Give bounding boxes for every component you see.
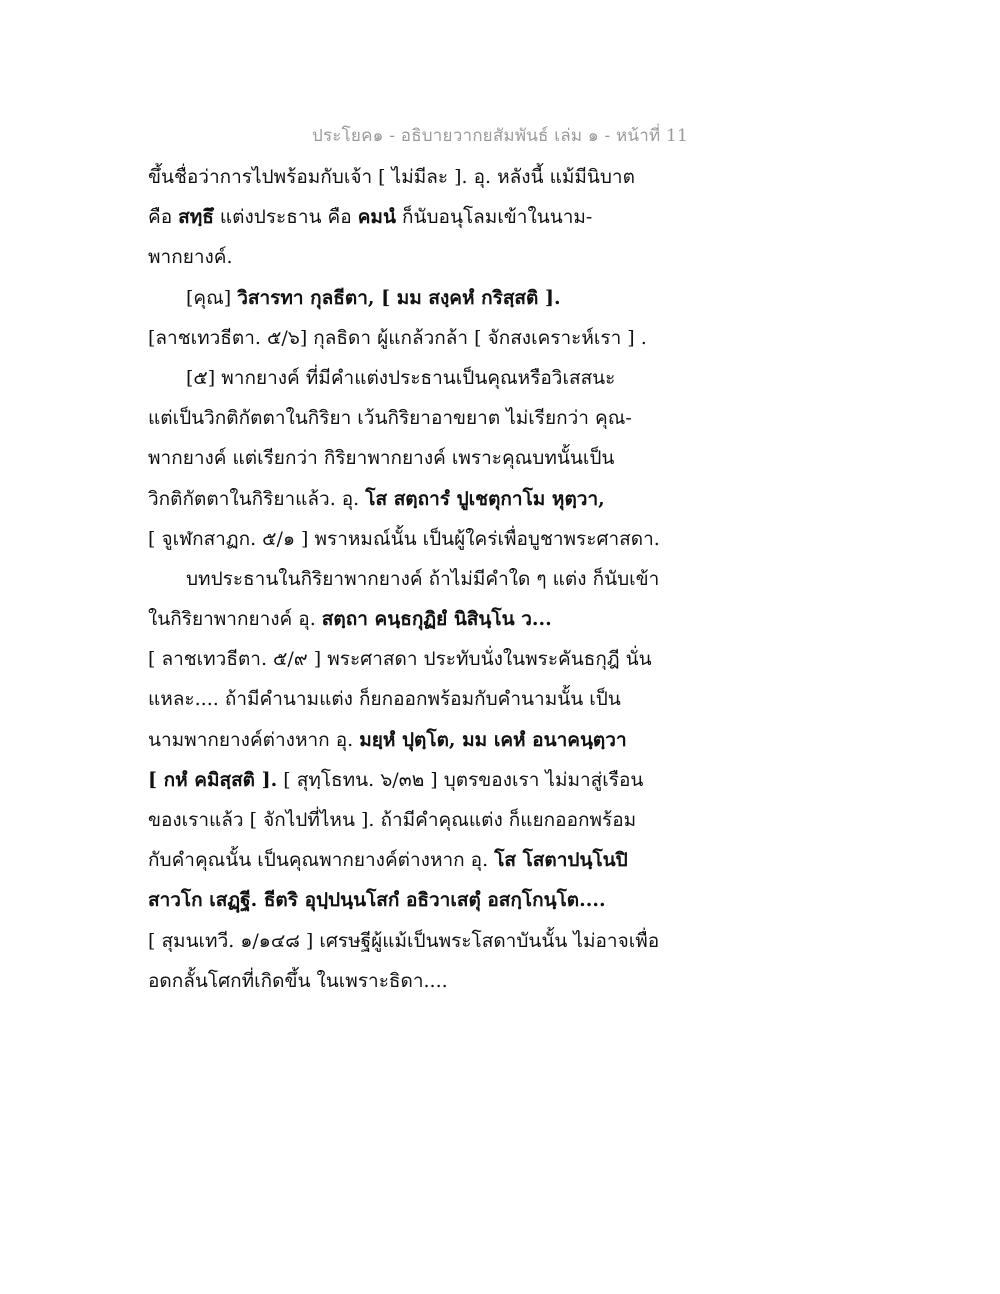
text-segment: ก็นับอนุโลมเข้าในนาม- — [395, 206, 593, 229]
text-line — [148, 639, 668, 679]
text-segment: ของเราแล้ว [ จักไปที่ไหน ]. ถ้ามีคำคุณแต่ง ก็แยกออกพร้อม — [148, 809, 637, 831]
pali-quote: สทฺธึ — [178, 206, 214, 229]
text-segment: [ลาชเทวธีตา. ๕/๖] กุลธิดา ผู้แกล้วกล้า [ จักสงเคราะห์เรา ] . — [148, 326, 647, 349]
text-segment: [ ลาชเทวธีตา. ๕/๙ ] พระศาสดา ประทับนั่งในพระคันธกุฎี นั่น — [148, 648, 652, 671]
text-line — [148, 961, 668, 1001]
text-segment: อดกลั้นโศกที่เกิดขึ้น ในเพราะธิดา.... — [148, 969, 448, 992]
text-line — [148, 720, 668, 760]
pali-quote: วิสารทา กุลธีตา, [ มม สงฺคหํ กริสฺสติ ]. — [237, 286, 561, 309]
text-segment: [คุณ] — [186, 286, 238, 309]
text-line — [148, 479, 668, 519]
pali-quote: สาวโก เสฏฺฐี. ธีตริ อุปฺปนฺนโสกํ อธิวาเสตุํ อสกฺโกนฺโต.... — [148, 889, 606, 912]
text-line — [148, 197, 668, 237]
text-segment: [ สุทฺโธทน. ๖/๓๒ ] บุตรของเรา ไม่มาสู่เรือน — [277, 768, 644, 791]
text-segment: กับคำคุณนั้น เป็นคุณพากยางค์ต่างหาก อุ. — [148, 849, 495, 872]
text-line — [148, 840, 668, 880]
pali-quote: สตฺถา คนฺธกุฏิยํ นิสินฺโน ว... — [321, 608, 552, 631]
text-segment: [๕] พากยางค์ ที่มีคำแต่งประธานเป็นคุณหรือวิเสสนะ — [186, 366, 616, 389]
text-segment: แต่เป็นวิกติกัตตาในกิริยา เว้นกิริยาอาขยาต ไม่เรียกว่า คุณ- — [148, 407, 632, 430]
running-header — [0, 122, 1000, 149]
text-segment: [ จูเฬกสาฏก. ๕/๑ ] พราหมณ์นั้น เป็นผู้ใคร่เพื่อบูชาพระศาสดา. — [148, 527, 660, 550]
text-line — [148, 278, 668, 318]
text-line — [148, 880, 668, 920]
pali-quote: โส โสตาปนฺโนปิ — [494, 849, 628, 872]
text-segment: คือ — [148, 206, 179, 229]
text-line — [148, 358, 668, 398]
pali-quote: มยฺหํ ปุตฺโต, มม เคหํ อนาคนฺตฺวา — [359, 728, 627, 751]
body-text — [148, 157, 668, 1001]
pali-quote: [ กหํ คมิสฺสติ ]. — [148, 768, 278, 791]
text-line — [148, 921, 668, 961]
text-line — [148, 157, 668, 197]
text-segment: แหละ.... ถ้ามีคำนามแต่ง ก็ยกออกพร้อมกับคำนามนั้น เป็น — [148, 688, 621, 711]
text-line — [148, 599, 668, 639]
text-line — [148, 318, 668, 358]
text-segment: แต่งประธาน คือ — [213, 206, 358, 229]
text-segment: บทประธานในกิริยาพากยางค์ ถ้าไม่มีคำใด ๆ แต่ง ก็นับเข้า — [186, 567, 660, 590]
text-segment: [ สุมนเทวี. ๑/๑๔๘ ] เศรษฐีผู้แม้เป็นพระโสดาบันนั้น ไม่อาจเพื่อ — [148, 929, 660, 952]
text-segment: ขึ้นชื่อว่าการไปพร้อมกับเจ้า [ ไม่มีละ ]. อุ. หลังนี้ แม้มีนิบาต — [148, 166, 635, 188]
text-segment: นามพากยางค์ต่างหาก อุ. — [148, 728, 360, 751]
text-segment: ในกิริยาพากยางค์ อุ. — [148, 608, 322, 631]
text-line — [148, 398, 668, 438]
text-line — [148, 519, 668, 559]
text-line — [148, 237, 668, 277]
text-line — [148, 438, 668, 478]
text-line — [148, 679, 668, 719]
pali-quote: คมนํ — [357, 206, 396, 229]
text-line — [148, 559, 668, 599]
running-header-text: ประโยค๑ - อธิบายวากยสัมพันธ์ เล่ม ๑ - หน้าที่ 11 — [311, 126, 689, 146]
text-segment: พากยางค์. — [148, 246, 233, 269]
text-line — [148, 800, 668, 840]
text-line — [148, 760, 668, 800]
text-segment: วิกติกัตตาในกิริยาแล้ว. อุ. — [148, 487, 366, 510]
pali-quote: โส สตฺถารํ ปูเชตุกาโม หุตฺวา, — [365, 487, 605, 510]
text-segment: พากยางค์ แต่เรียกว่า กิริยาพากยางค์ เพราะคุณบทนั้นเป็น — [148, 447, 615, 470]
